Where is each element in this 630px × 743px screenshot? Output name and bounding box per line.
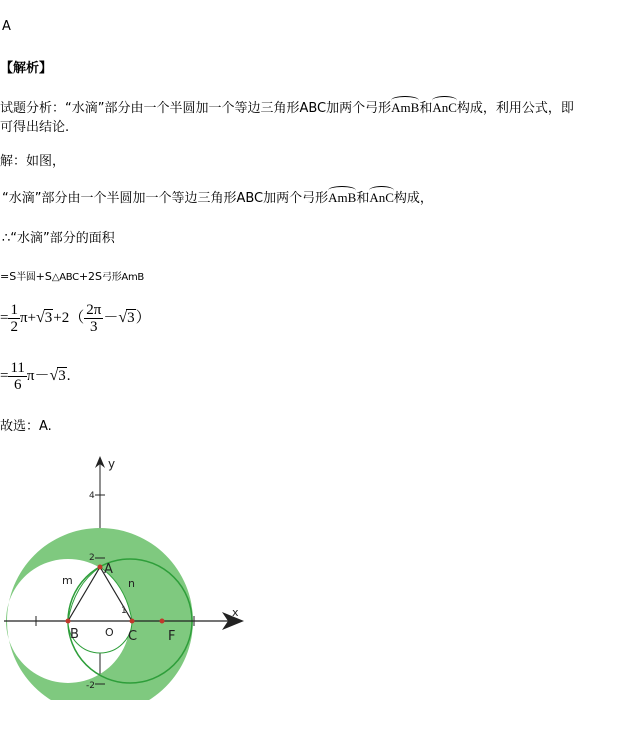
point-f [160,619,165,624]
analysis-prefix: 试题分析：“水滴”部分由一个半圆加一个等边三角形ABC加两个弓形 [0,101,392,116]
step2-mid: +2（ [53,309,85,326]
arc-anc-label-2: AnC [369,186,394,206]
label-x: x [232,606,239,619]
point-c [130,619,135,624]
conclusion: 故选：A. [0,419,52,434]
step2-minus: － [103,309,119,326]
analysis-paragraph [0,96,574,117]
step3-end: . [66,367,71,384]
section-title: 【解析】 [0,61,53,76]
analysis-line2: 可得出结论. [0,120,70,135]
composition-suffix: 构成， [393,191,433,206]
label-f: F [168,629,176,644]
arc-anc-label: AnC [432,96,457,116]
step3-expression [0,360,71,393]
label-tick-neg2: -2 [86,681,95,691]
step2-expression [0,302,151,335]
formula-s3: S [95,270,103,283]
step2-fraction [8,302,20,335]
sqrt-sign-2: √ [118,308,128,326]
analysis-suffix: 构成，利用公式，即 [456,101,574,116]
and-word-2: 和 [356,191,370,206]
label-y: y [108,457,116,471]
step2-pi: π+ [19,309,37,326]
area-heading: ∴“水滴”部分的面积 [2,231,115,246]
and-word: 和 [419,101,433,116]
composition-prefix: “水滴”部分由一个半圆加一个等边三角形ABC加两个弓形 [2,191,329,206]
label-c: C [128,629,138,644]
step2-fraction-2 [84,302,103,335]
formula-plus1: + [35,270,45,283]
arc-amb-label: AmB [391,96,419,116]
label-m: m [62,574,73,587]
point-a [98,565,103,570]
step3-frac-den: 6 [13,377,22,393]
label-tick-4: 4 [89,491,95,501]
label-b: B [70,627,79,642]
sqrt-sign-3: √ [49,366,59,384]
step2-sqrt2-value: 3 [127,309,135,326]
area-formula [0,268,144,283]
label-tick-2: 2 [89,553,95,563]
formula-s1: S [9,270,17,283]
step3-frac-num: 11 [10,360,25,376]
formula-plus2: +2 [78,270,96,283]
step2-frac2-den: 3 [90,319,98,335]
answer-letter: A [2,19,11,34]
step3-fraction [8,360,26,393]
step3-eq: = [0,367,9,384]
step2-eq: = [0,309,9,326]
label-o: O [105,626,114,639]
formula-s2: S [44,270,52,283]
arc-amb-label-2: AmB [328,186,356,206]
label-n: n [128,577,135,590]
composition-paragraph [2,186,433,207]
step2-frac-den: 2 [10,319,18,335]
formula-s2-sub: △ABC [51,272,79,283]
step2-close: ） [135,309,151,326]
solution-start: 解：如图， [0,154,66,169]
point-b [66,619,71,624]
sqrt-sign: √ [36,308,45,326]
label-tick-1: 1 [121,606,127,616]
formula-eq: = [0,270,10,283]
formula-s1-sub: 半圆 [16,272,36,283]
label-a: A [104,562,113,577]
step3-pi: π－ [26,367,50,384]
step2-sqrt-value: 3 [44,309,53,326]
formula-s3-sub: 弓形AmB [102,272,144,283]
step2-frac-num: 1 [10,302,18,318]
water-drop-figure [0,450,260,700]
step3-sqrt-value: 3 [58,367,66,384]
step2-frac2-num: 2π [86,302,102,318]
